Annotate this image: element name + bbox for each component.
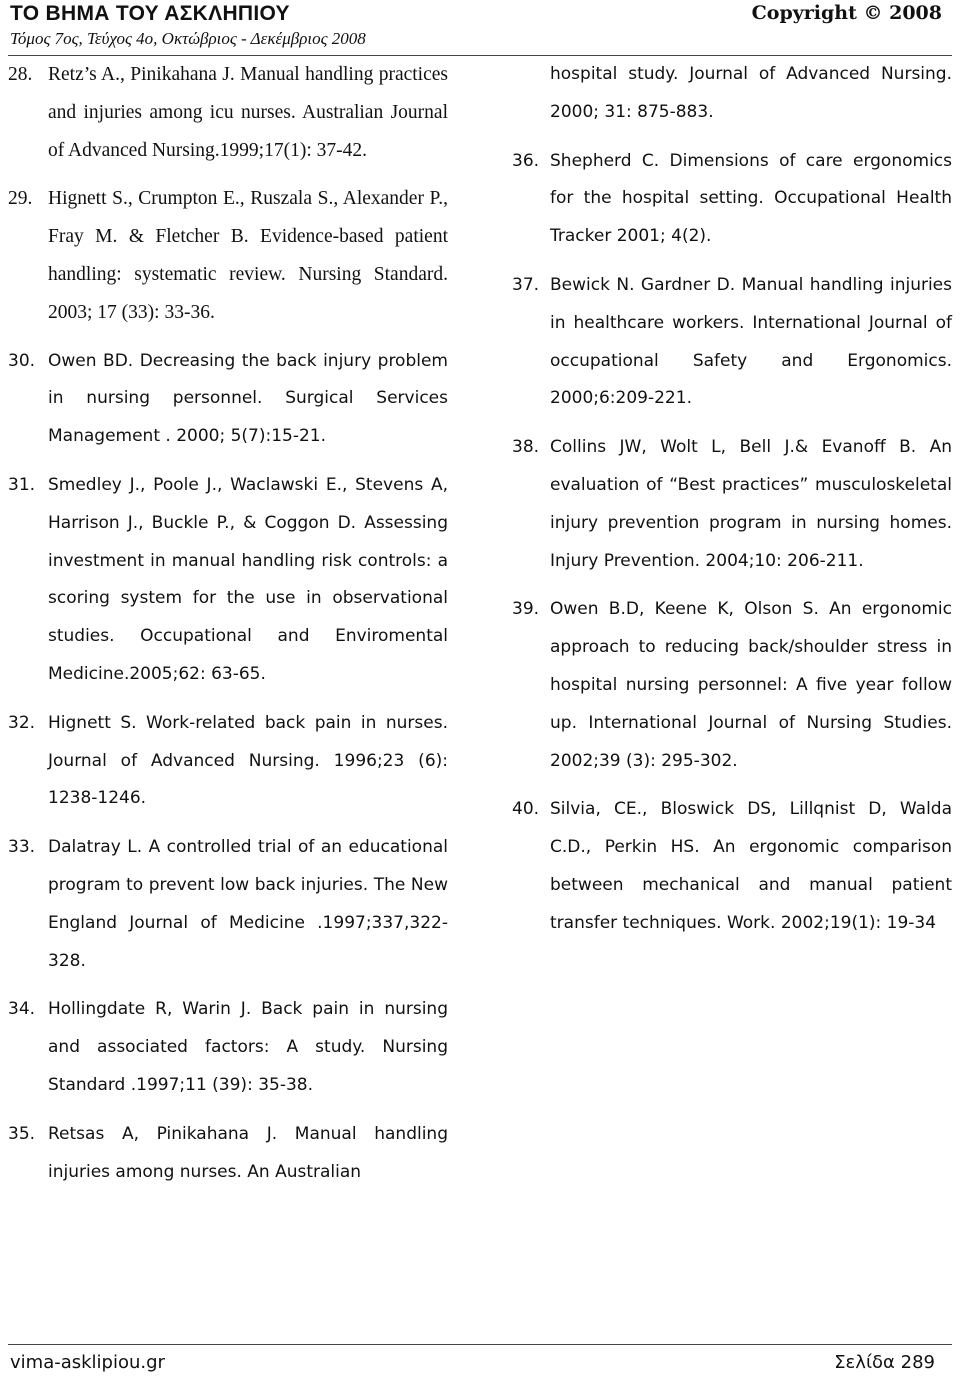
reference-number: 39. <box>512 599 540 620</box>
reference-text: Hollingdate R, Warin J. Back pain in nursing and associated factors: A study. Nursing Standard .1997;11 (39): 35-38. <box>48 999 448 1095</box>
reference-item <box>512 591 952 780</box>
reference-item <box>8 343 448 456</box>
reference-item <box>512 791 952 942</box>
reference-text: Retsas A, Pinikahana J. Manual handling injuries among nurses. An Australian <box>48 1123 448 1182</box>
reference-item <box>8 467 448 694</box>
copyright-notice: Copyright © 2008 <box>751 2 942 24</box>
reference-number: 32. <box>8 712 36 733</box>
reference-number: 34. <box>8 999 36 1020</box>
reference-text: Hignett S., Crumpton E., Ruszala S., Alexander P., Fray M. & Fletcher B. Evidence-based patient handling: systematic review. Nursing Standard. 2003; 17 (33): 33-36. <box>48 188 448 323</box>
reference-text: Collins JW, Wolt L, Bell J.& Evanoff B. An evaluation of “Best practices” musculoskeletal injury prevention program in nursing homes. Injury Prevention. 2004;10: 206-211. <box>550 437 952 571</box>
reference-text: Bewick N. Gardner D. Manual handling injuries in healthcare workers. International Journal of occupational Safety and Ergonomics. 2000;6:209-221. <box>550 274 952 409</box>
reference-item <box>8 180 448 331</box>
reference-item <box>8 705 448 818</box>
reference-number: 29. <box>8 188 33 210</box>
reference-number: 40. <box>512 799 540 820</box>
footer-website: vima-asklipiou.gr <box>10 1352 165 1373</box>
reference-text: Shepherd C. Dimensions of care ergonomics for the hospital setting. Occupational Health Tracker 2001; 4(2). <box>550 150 952 247</box>
footer-divider <box>8 1344 952 1345</box>
reference-item <box>512 143 952 256</box>
reference-number: 33. <box>8 837 36 858</box>
reference-item <box>8 991 448 1104</box>
reference-text: hospital study. Journal of Advanced Nursing. 2000; 31: 875-883. <box>550 64 952 122</box>
reference-text: Owen B.D, Keene K, Olson S. An ergonomic approach to reducing back/shoulder stress in hospital nursing personnel: A five year follow up. International Journal of Nursing Studies. 2002;39 (3): 295-302. <box>550 599 952 771</box>
reference-number: 28. <box>8 64 33 85</box>
reference-number: 38. <box>512 437 540 458</box>
page-header <box>0 0 960 56</box>
reference-text: Smedley J., Poole J., Waclawski E., Stevens A, Harrison J., Buckle P., & Coggon D. Assessing investment in manual handling risk controls: a scoring system for the use in observational studies. Occupational and Enviromental Medicine.2005;62: 63-65. <box>48 474 448 684</box>
reference-text: Retz’s A., Pinikahana J. Manual handling practices and injuries among icu nurses. Australian Journal of Advanced Nursing.1999;17(1): 37-42. <box>48 64 448 161</box>
references-column-left <box>8 56 448 1202</box>
reference-text: Owen BD. Decreasing the back injury problem in nursing personnel. Surgical Services Management . 2000; 5(7):15-21. <box>48 350 448 447</box>
reference-number: 36. <box>512 150 540 171</box>
reference-text: Dalatray L. A controlled trial of an educational program to prevent low back injuries. The New England Journal of Medicine .1997;337,322-328. <box>48 837 448 971</box>
reference-item <box>8 829 448 980</box>
reference-text: Hignett S. Work-related back pain in nurses. Journal of Advanced Nursing. 1996;23 (6): 1238-1246. <box>48 712 448 809</box>
reference-item <box>8 56 448 169</box>
reference-number: 37. <box>512 274 540 295</box>
reference-item <box>512 429 952 580</box>
volume-issue-line: Τόμος 7ος, Τεύχος 4ο, Οκτώβριος - Δεκέμβριος 2008 <box>10 29 366 48</box>
reference-item-continued <box>512 56 952 132</box>
reference-item <box>512 267 952 418</box>
references-column-right <box>512 56 952 954</box>
reference-number: 35. <box>8 1123 36 1144</box>
journal-title: ΤΟ ΒΗΜΑ ΤΟΥ ΑΣΚΛΗΠΙΟΥ <box>10 2 290 25</box>
reference-number: 30. <box>8 350 36 371</box>
reference-number: 31. <box>8 474 36 495</box>
reference-text: Silvia, CE., Bloswick DS, Lillqnist D, Walda C.D., Perkin HS. An ergonomic comparison between mechanical and manual patient transfer techniques. Work. 2002;19(1): 19-34 <box>550 799 952 933</box>
reference-item <box>8 1116 448 1192</box>
page-number: Σελίδα 289 <box>834 1352 935 1373</box>
